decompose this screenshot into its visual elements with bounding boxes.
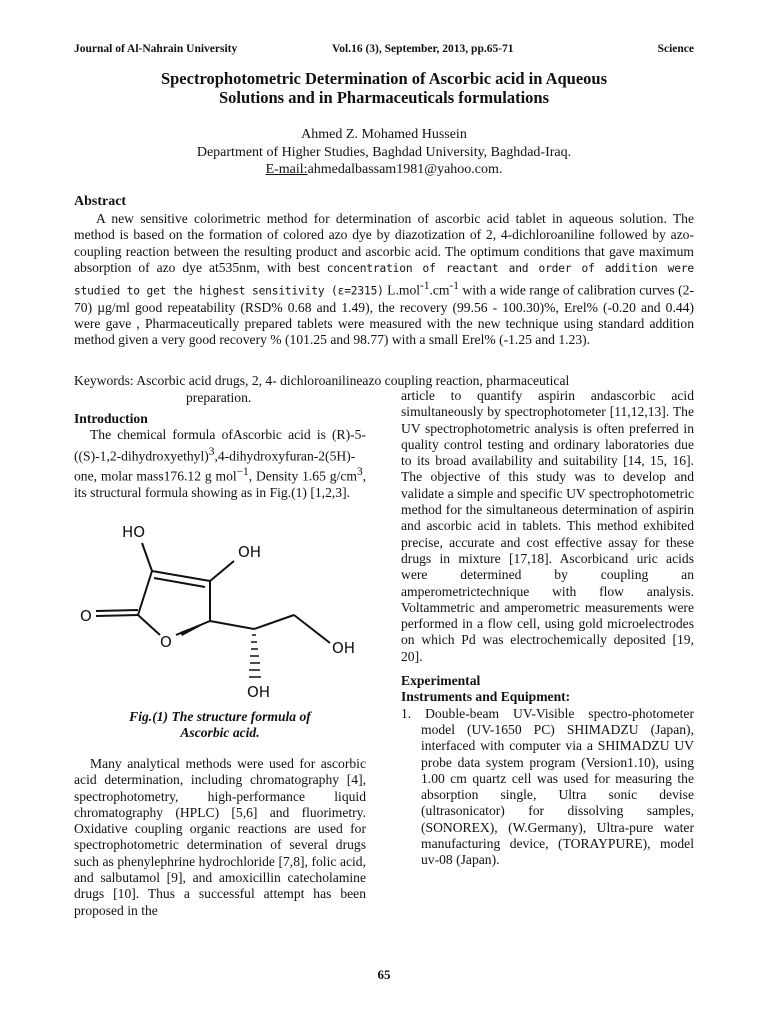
intro-paragraph-1: The chemical formula ofAscorbic acid is (R)-5-((S)-1,2-dihydroxyethyl)$^3$,4-dihydroxyfuran-2(5H)-one, molar mass176.12 g mol$^{-1}$, Density 1.65 $g/cm^3$, its structural formula showing as in Fig.(1) [1,2,3]. [74, 427, 367, 501]
list-item: 1. Double-beam UV-Visible spectro-photometer model (UV-1650 PC) SHIMADZU (Japan), interfaced with computer via a SHIMADZU UV probe data system program (Version1.10), using 1.00 cm quartz cell was used for measuring the absorption single, Ultra sonic devise (ultrasonicator) for dissolving samples, (SONOREX), (W.Germany), Ultra-pure water manufacturing device, (TORAYPURE), model uv-08 (Japan). [401, 705, 694, 868]
label-oh-right: OH [238, 543, 262, 561]
journal-field: Science [657, 43, 694, 55]
author-block [74, 126, 694, 179]
paper-title [74, 69, 694, 107]
right-paragraph-1: article to quantify aspirin andascorbic acid simultaneously by spectrophotometer [11,12,13]. The UV spectrophotometric analysis is often preferred in quality control testing and ordinary laboratories due to its broad availability and suitability [14, 15, 16]. The objective of this study was to develop and validate a simple and specific UV spectrophotometric method for the simultaneous determination of aspirin and ascorbic acid in tablets. This method exhibited precise, accurate and cost effective assay for these drugs in mixture [17,18]. Ascorbicand uric acids were determined by coupling an amperometrictechnique with flow analysis. Voltammetric and amperometric measurements were performed in a flow cell, using gold microelectrodes on which Pd was electrochemically deposited [19, 20]. [401, 388, 694, 664]
experimental-heading: Experimental [401, 673, 481, 689]
introduction-heading: Introduction [74, 411, 148, 426]
label-oh-chain: OH [332, 639, 356, 657]
author-affiliation: Department of Higher Studies, Baghdad University, Baghdad-Iraq. [196, 144, 572, 160]
figure-caption: Fig.(1) The structure formula of Ascorbic acid. [129, 709, 311, 740]
label-o-ring: O [160, 633, 172, 651]
page-number: 65 [377, 967, 391, 982]
title-line-1: Spectrophotometric Determination of Ascorbic acid in Aqueous [160, 69, 608, 88]
volume-info: Vol.16 (3), September, 2013, pp.65-71 [332, 43, 514, 55]
intro-paragraph-2: Many analytical methods were used for ascorbic acid determination, including chromatography [4], spectrophotometry, high-performance liquid chromatography (HPLC) [5,6] and fluorimetry. Oxidative coupling organic reactions are used for spectrophotometric determination of several drugs such as phenylephrine hydrochloride [7,8], folic acid, and salbutamol [9], and amoxicillin catecholamine drugs [10]. Thus a successful attempt has been proposed in the [74, 756, 366, 918]
title-line-2: Solutions and in Pharmaceuticals formulations [218, 88, 550, 107]
bond-lines [96, 543, 330, 643]
ascorbic-acid-structure [74, 515, 366, 705]
running-header [74, 43, 694, 59]
email-label: E-mail: [265, 162, 308, 177]
label-ho-top: HO [122, 523, 146, 541]
author-email[interactable] [74, 161, 694, 179]
label-oh-bottom: OH [247, 683, 271, 701]
author-name: Ahmed Z. Mohamed Hussein [301, 127, 467, 142]
label-o-carbonyl: O [80, 607, 92, 625]
instruments-heading: Instruments and Equipment: [401, 689, 571, 705]
keywords-line-2: preparation. [186, 390, 252, 405]
intro-column-bottom [74, 756, 366, 919]
stereo-hash [249, 635, 261, 677]
email-address[interactable]: ahmedalbassam1981@yahoo.com. [307, 162, 503, 177]
abstract-heading: Abstract [74, 194, 127, 209]
keywords-line-1: Keywords: Ascorbic acid drugs, 2, 4- dichloroanilineazo coupling reaction, pharmaceutical [74, 373, 570, 388]
abstract-text: A new sensitive colorimetric method for determination of ascorbic acid tablet in aqueous solution. The method is based on the formation of colored azo dye by diazotization of 2, 4-dichloroaniline followed by azo-coupling reaction between the resulting product and ascorbic acid. The optimum conditions that gave maximum absorption of azo dye at535nm, with best concentration of reactant and order of addition were studied to get the highest sensitivity (ε=2315) $L.mol^{-1}.cm^{-1}$ with a wide range of calibration curves (2-70) µg/ml good repeatability (RSD% 0.68 and 1.49), the recovery (99.56 - 100.30)%, Erel% (-0.20 and 0.44) were gave , Pharmaceutically prepared tablets were measured with the new technique using standard addition method given a very good recovery % (101.25 and 98.77) with a small Erel% (-1.25 and 1.23). [74, 211, 695, 348]
stereo-wedge [180, 621, 210, 636]
right-column [401, 388, 694, 869]
journal-name: Journal of Al-Nahrain University [74, 43, 238, 55]
intro-column-top [74, 411, 366, 502]
